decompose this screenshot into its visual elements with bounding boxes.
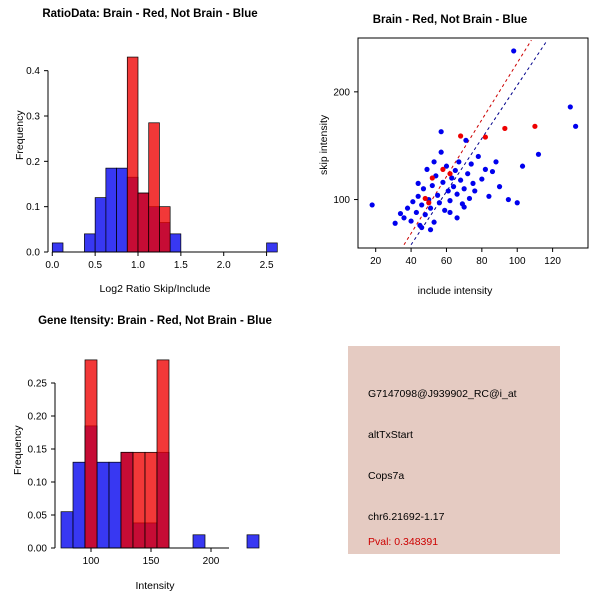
- scatter-point: [437, 200, 442, 205]
- x-tick-label: 100: [508, 256, 526, 267]
- info-line-gene: Cops7a: [368, 470, 405, 482]
- histogram-bar: [159, 207, 170, 252]
- x-tick-label: 0.0: [45, 260, 60, 271]
- histogram-bar: [117, 168, 128, 252]
- scatter-point: [469, 161, 474, 166]
- ratio-histogram-xlabel: Log2 Ratio Skip/Include: [99, 283, 211, 295]
- ratio-histogram-panel: [0, 0, 300, 300]
- scatter-point: [456, 159, 461, 164]
- histogram-bar: [106, 168, 117, 252]
- scatter-point: [428, 206, 433, 211]
- scatter-point: [502, 126, 507, 131]
- gene-intensity-xlabel: Intensity: [135, 580, 175, 592]
- scatter-point: [431, 220, 436, 225]
- histogram-bar: [84, 234, 95, 252]
- scatter-point: [440, 180, 445, 185]
- plot-frame: [358, 38, 588, 248]
- scatter-content: [370, 40, 579, 245]
- intensity-scatter-ylabel: skip intensity: [318, 114, 330, 175]
- x-tick-label: 150: [142, 556, 160, 567]
- y-tick-label: 100: [333, 195, 350, 207]
- scatter-point: [416, 194, 421, 199]
- scatter-point: [405, 206, 410, 211]
- scatter-point: [483, 167, 488, 172]
- trend-line: [411, 40, 547, 245]
- scatter-point: [431, 159, 436, 164]
- scatter-point: [430, 175, 435, 180]
- ratio-histogram-plot: [0, 0, 300, 300]
- scatter-point: [398, 211, 403, 216]
- scatter-point: [458, 133, 463, 138]
- x-tick-label: 20: [370, 256, 382, 267]
- histogram-bar: [52, 243, 63, 252]
- y-tick-label: 0.0: [26, 247, 40, 259]
- scatter-point: [465, 171, 470, 176]
- y-tick-label: 0.15: [27, 444, 47, 456]
- scatter-point: [410, 199, 415, 204]
- scatter-point: [462, 186, 467, 191]
- y-tick-label: 0.2: [26, 156, 40, 168]
- scatter-point: [472, 188, 477, 193]
- scatter-point: [462, 204, 467, 209]
- scatter-point: [423, 196, 428, 201]
- x-tick-label: 1.5: [173, 260, 188, 271]
- ratio-histogram-title: RatioData: Brain - Red, Not Brain - Blue: [42, 8, 258, 20]
- scatter-point: [467, 196, 472, 201]
- ratio-histogram-ylabel: Frequency: [14, 110, 26, 160]
- scatter-point: [497, 184, 502, 189]
- y-tick-label: 0.25: [27, 378, 47, 390]
- scatter-point: [568, 104, 573, 109]
- y-tick-label: 0.3: [26, 111, 40, 123]
- x-tick-label: 40: [405, 256, 417, 267]
- histogram-bar: [247, 535, 259, 548]
- gene-info-box: [348, 346, 560, 554]
- x-tick-label: 200: [202, 556, 220, 567]
- scatter-point: [430, 183, 435, 188]
- scatter-point: [454, 215, 459, 220]
- histogram-bar: [127, 57, 138, 252]
- scatter-point: [511, 48, 516, 53]
- x-tick-label: 120: [544, 256, 561, 267]
- scatter-point: [483, 134, 488, 139]
- scatter-point: [435, 193, 440, 198]
- y-tick-label: 0.00: [27, 543, 47, 555]
- gene-intensity-ylabel: Frequency: [12, 425, 24, 475]
- scatter-point: [416, 181, 421, 186]
- scatter-point: [439, 150, 444, 155]
- info-line-event: altTxStart: [368, 429, 413, 441]
- histogram-bar: [85, 360, 97, 548]
- info-line-pval: Pval: 0.348391: [368, 536, 439, 548]
- intensity-scatter-panel: [300, 0, 600, 300]
- x-tick-label: 100: [82, 556, 100, 567]
- scatter-point: [490, 169, 495, 174]
- y-tick-label: 0.05: [27, 510, 47, 522]
- histogram-bar: [145, 452, 157, 548]
- scatter-point: [479, 176, 484, 181]
- intensity-scatter-plot: [300, 0, 600, 300]
- scatter-point: [447, 210, 452, 215]
- scatter-point: [506, 197, 511, 202]
- ratio-bars: [52, 57, 277, 252]
- histogram-bar: [73, 462, 85, 548]
- scatter-point: [439, 129, 444, 134]
- x-tick-label: 2.5: [259, 260, 274, 271]
- scatter-point: [463, 138, 468, 143]
- histogram-bar: [267, 243, 278, 252]
- scatter-point: [414, 210, 419, 215]
- histogram-bar: [97, 462, 109, 548]
- scatter-point: [426, 200, 431, 205]
- y-tick-label: 0.1: [26, 202, 40, 214]
- scatter-point: [536, 152, 541, 157]
- scatter-point: [428, 227, 433, 232]
- scatter-point: [532, 124, 537, 129]
- scatter-point: [401, 215, 406, 220]
- scatter-point: [419, 202, 424, 207]
- scatter-point: [446, 188, 451, 193]
- histogram-bar: [95, 198, 106, 252]
- scatter-point: [440, 167, 445, 172]
- scatter-point: [370, 202, 375, 207]
- histogram-bar: [157, 360, 169, 548]
- scatter-point: [408, 218, 413, 223]
- histogram-bar: [61, 512, 73, 548]
- x-tick-label: 1.0: [131, 260, 145, 271]
- gene-intensity-plot: [0, 300, 300, 600]
- scatter-point: [573, 124, 578, 129]
- scatter-point: [451, 184, 456, 189]
- scatter-point: [470, 181, 475, 186]
- intensity-scatter-xlabel: include intensity: [417, 285, 493, 297]
- scatter-point: [447, 198, 452, 203]
- scatter-point: [515, 200, 520, 205]
- histogram-bar: [170, 234, 181, 252]
- scatter-point: [458, 178, 463, 183]
- histogram-bar: [193, 535, 205, 548]
- histogram-bar: [133, 452, 145, 548]
- gene-bars: [61, 360, 259, 548]
- info-line-location: chr6.21692-1.17: [368, 511, 445, 523]
- scatter-point: [486, 194, 491, 199]
- scatter-point: [453, 168, 458, 173]
- scatter-point: [476, 154, 481, 159]
- histogram-bar: [121, 452, 133, 548]
- y-tick-label: 200: [333, 87, 350, 99]
- y-tick-label: 0.4: [26, 66, 40, 78]
- histogram-bar: [149, 123, 160, 252]
- scatter-point: [421, 186, 426, 191]
- gene-intensity-panel: [0, 300, 300, 600]
- scatter-point: [424, 167, 429, 172]
- scatter-point: [454, 192, 459, 197]
- scatter-point: [442, 208, 447, 213]
- scatter-point: [423, 212, 428, 217]
- scatter-point: [447, 171, 452, 176]
- x-tick-label: 2.0: [216, 260, 231, 271]
- scatter-point: [419, 225, 424, 230]
- x-tick-label: 0.5: [88, 260, 103, 271]
- gene-intensity-title: Gene Itensity: Brain - Red, Not Brain - Blue: [38, 315, 272, 327]
- histogram-bar: [109, 462, 121, 548]
- intensity-scatter-title: Brain - Red, Not Brain - Blue: [372, 14, 528, 26]
- scatter-point: [493, 159, 498, 164]
- scatter-point: [393, 221, 398, 226]
- info-line-probe: G7147098@J939902_RC@i_at: [368, 388, 517, 400]
- x-tick-label: 80: [476, 256, 488, 267]
- scatter-point: [520, 164, 525, 169]
- y-tick-label: 0.10: [27, 477, 47, 489]
- histogram-bar: [138, 193, 149, 252]
- x-tick-label: 60: [440, 256, 453, 267]
- y-tick-label: 0.20: [27, 411, 47, 423]
